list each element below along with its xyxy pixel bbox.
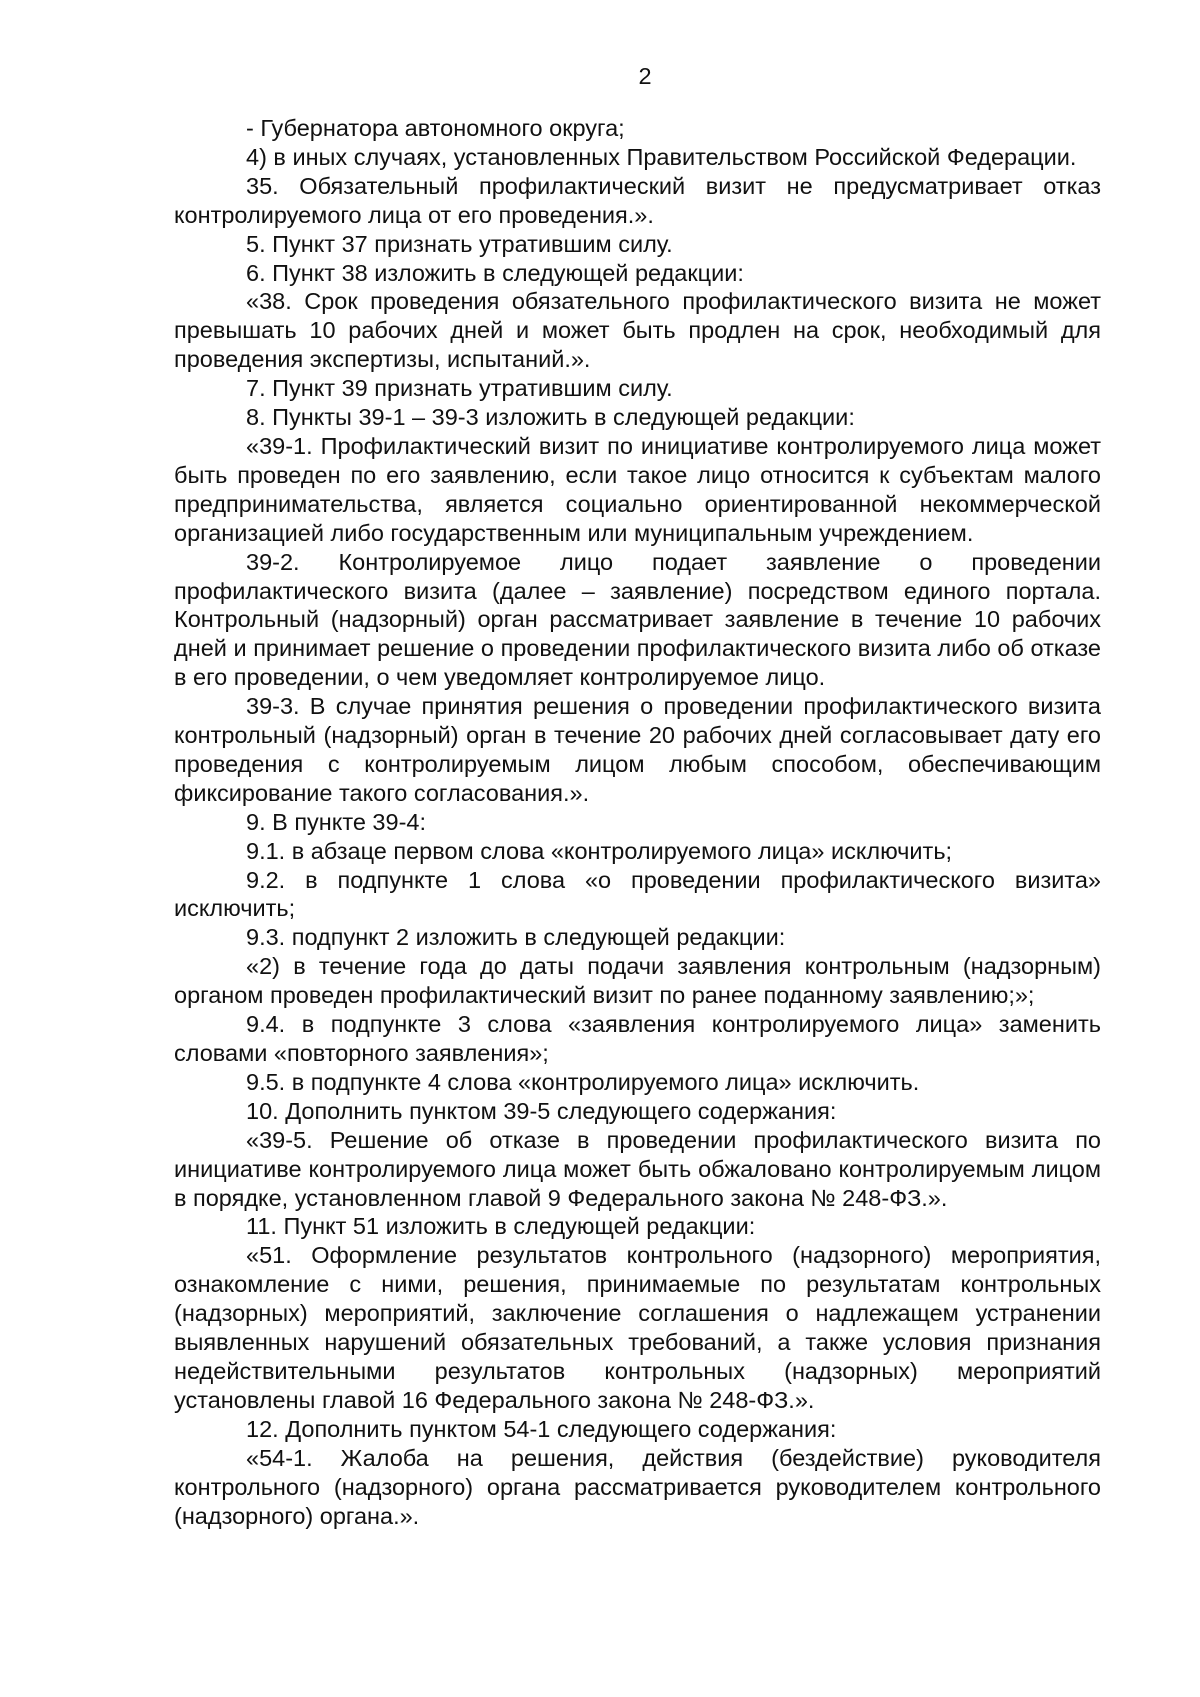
paragraph: «51. Оформление результатов контрольного (надзорного) мероприятия, ознакомление с ними, решения, принимаемые по результатам контрольных (надзорных) мероприятий, заключение соглашения о надлежащем устранении выявленных нарушений обязательных требований, а также условия признания недействительными результатов контрольных (надзорных) мероприятий установлены главой 16 Федерального закона № 248-ФЗ.». bbox=[174, 1242, 1101, 1413]
paragraph: 39-2. Контролируемое лицо подает заявление о проведении профилактического визита (далее – заявление) посредством единого портала. Контрольный (надзорный) орган рассматривает заявление в течение 10 рабочих дней и принимает решение о проведении профилактического визита либо об отказе в его проведении, о чем уведомляет контролируемое лицо. bbox=[174, 548, 1101, 691]
paragraph: 4) в иных случаях, установленных Правительством Российской Федерации. bbox=[246, 143, 1077, 170]
paragraph: 9.3. подпункт 2 изложить в следующей редакции: bbox=[246, 924, 786, 951]
document-body bbox=[174, 114, 1101, 1530]
paragraph: 9.2. в подпункте 1 слова «о проведении профилактического визита» исключить; bbox=[174, 866, 1101, 922]
page-number: 2 bbox=[638, 63, 652, 89]
paragraph: 39-3. В случае принятия решения о проведении профилактического визита контрольный (надзорный) орган в течение 20 рабочих дней согласовывает дату его проведения с контролируемым лицом любым способом, обеспечивающим фиксирование такого согласования.». bbox=[174, 693, 1101, 806]
paragraph: 6. Пункт 38 изложить в следующей редакции: bbox=[246, 259, 744, 286]
paragraph: 35. Обязательный профилактический визит не предусматривает отказ контролируемого лица от его проведения.». bbox=[174, 172, 1101, 228]
paragraph: 7. Пункт 39 признать утратившим силу. bbox=[246, 375, 673, 402]
paragraph: 10. Дополнить пунктом 39-5 следующего содержания: bbox=[246, 1097, 837, 1124]
paragraph: 8. Пункты 39-1 – 39-3 изложить в следующей редакции: bbox=[246, 404, 855, 431]
paragraph: «38. Срок проведения обязательного профилактического визита не может превышать 10 рабочих дней и может быть продлен на срок, необходимый для проведения экспертизы, испытаний.». bbox=[174, 288, 1101, 373]
paragraph: «2) в течение года до даты подачи заявления контрольным (надзорным) органом проведен профилактический визит по ранее поданному заявлению;»; bbox=[174, 953, 1101, 1009]
paragraph: - Губернатора автономного округа; bbox=[246, 115, 625, 141]
paragraph: 11. Пункт 51 изложить в следующей редакции: bbox=[246, 1213, 756, 1240]
paragraph: 5. Пункт 37 признать утратившим силу. bbox=[246, 230, 673, 257]
paragraph: 9.1. в абзаце первом слова «контролируемого лица» исключить; bbox=[246, 837, 953, 864]
paragraph: 9.4. в подпункте 3 слова «заявления контролируемого лица» заменить словами «повторного заявления»; bbox=[174, 1011, 1101, 1066]
paragraph: 9. В пункте 39-4: bbox=[246, 808, 426, 835]
paragraph: 9.5. в подпункте 4 слова «контролируемого лица» исключить. bbox=[246, 1068, 920, 1095]
paragraph: 12. Дополнить пунктом 54-1 следующего содержания: bbox=[246, 1415, 837, 1442]
paragraph: «39-5. Решение об отказе в проведении профилактического визита по инициативе контролируемого лица может быть обжаловано контролируемым лицом в порядке, установленном главой 9 Федерального закона № 248-ФЗ.». bbox=[174, 1126, 1101, 1211]
paragraph: «54-1. Жалоба на решения, действия (бездействие) руководителя контрольного (надзорного) органа рассматривается руководителем контрольного (надзорного) органа.». bbox=[174, 1444, 1101, 1529]
paragraph: «39-1. Профилактический визит по инициативе контролируемого лица может быть проведен по его заявлению, если такое лицо относится к субъектам малого предпринимательства, является социально ориентированной некоммерческой организацией либо государственным или муниципальным учреждением. bbox=[174, 432, 1101, 546]
